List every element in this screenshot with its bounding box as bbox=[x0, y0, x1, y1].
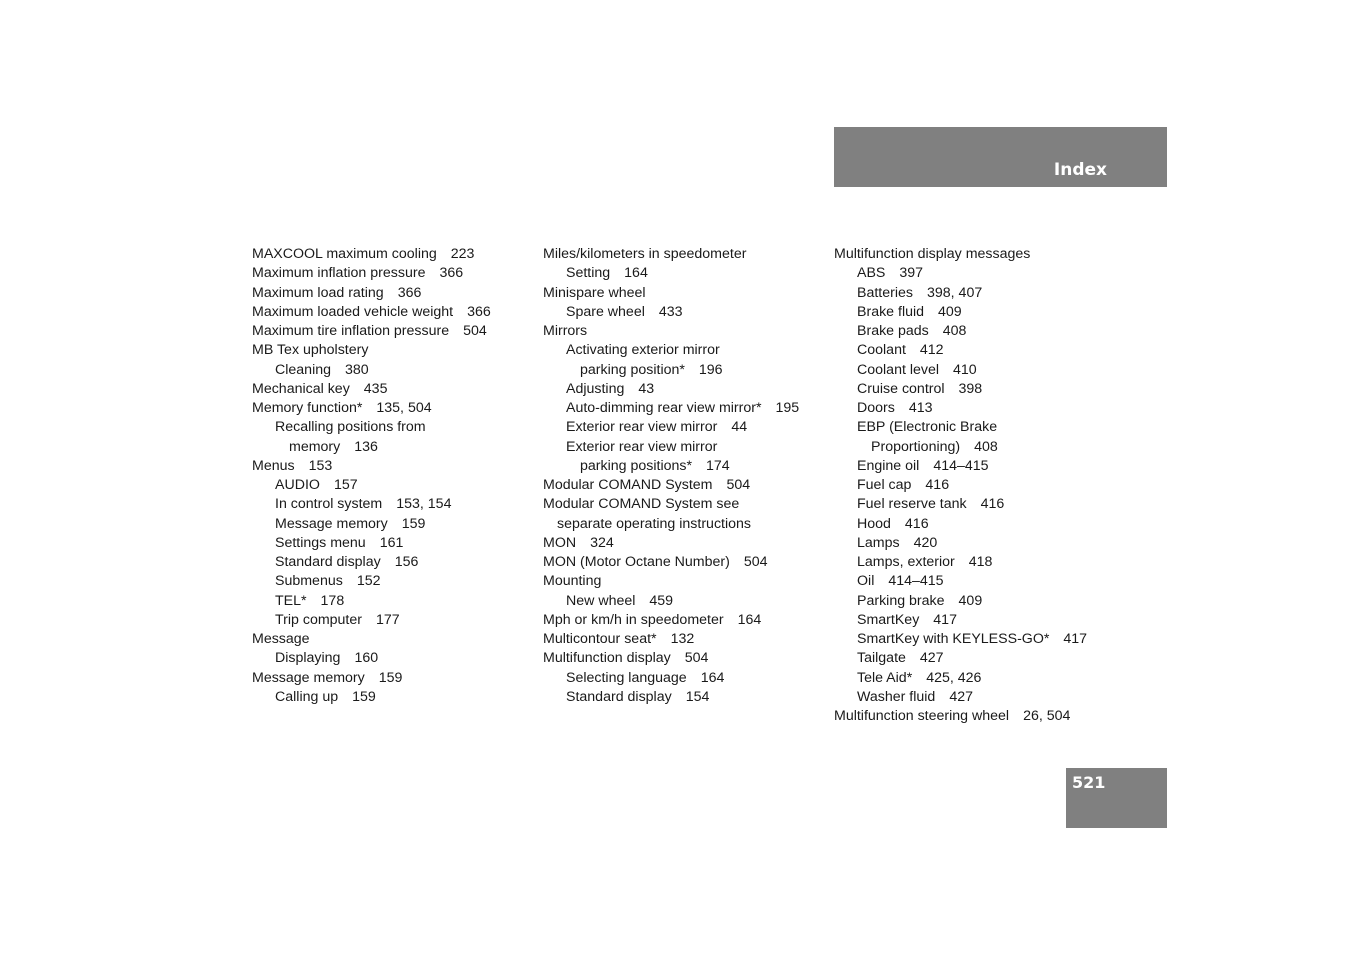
page-reference: 380 bbox=[345, 361, 369, 378]
index-term: Multifunction display bbox=[543, 650, 671, 667]
index-term: Mounting bbox=[543, 573, 602, 590]
index-entry bbox=[834, 303, 1087, 322]
index-term: Tele Aid* bbox=[857, 669, 913, 686]
index-term: Parking brake bbox=[857, 592, 945, 609]
index-term: Multicontour seat* bbox=[543, 631, 657, 647]
index-entry bbox=[252, 284, 491, 303]
page-number-tab bbox=[1066, 768, 1167, 828]
index-entry bbox=[834, 572, 1087, 591]
page-reference: 159 bbox=[378, 669, 403, 686]
index-term: separate operating instructions bbox=[557, 515, 752, 532]
index-entry bbox=[252, 245, 491, 264]
page-reference: 157 bbox=[333, 477, 358, 493]
page-reference: 504 bbox=[743, 554, 768, 570]
index-entry bbox=[834, 649, 1087, 668]
index-term: Multifunction steering wheel bbox=[834, 708, 1010, 724]
index-entry bbox=[834, 630, 1087, 649]
index-term: MON bbox=[543, 534, 577, 551]
page-reference: 177 bbox=[376, 611, 400, 628]
index-entry bbox=[252, 592, 491, 611]
page-reference: 427 bbox=[919, 650, 944, 667]
index-entry bbox=[543, 572, 799, 591]
index-entry bbox=[252, 572, 491, 591]
index-term: MB Tex upholstery bbox=[252, 342, 369, 359]
index-term: Brake pads bbox=[857, 323, 929, 339]
page-reference: 408 bbox=[942, 323, 967, 339]
page-reference: 398 bbox=[958, 380, 983, 397]
page-reference: 414–415 bbox=[888, 573, 944, 590]
page-reference: 416 bbox=[904, 515, 929, 532]
page-reference: 412 bbox=[919, 342, 944, 359]
index-entry bbox=[543, 322, 799, 341]
index-entry bbox=[252, 303, 491, 322]
index-entry bbox=[834, 534, 1087, 553]
page-reference: 427 bbox=[949, 688, 973, 705]
page-reference: 223 bbox=[450, 246, 475, 262]
index-entry bbox=[834, 611, 1087, 630]
page-reference: 417 bbox=[933, 611, 957, 628]
page-reference: 433 bbox=[658, 303, 683, 320]
index-term: Minispare wheel bbox=[543, 284, 646, 301]
index-entry bbox=[834, 457, 1087, 476]
index-term: Modular COMAND System see bbox=[543, 496, 740, 513]
page-reference: 417 bbox=[1063, 631, 1088, 647]
index-column-2 bbox=[543, 245, 799, 707]
index-column-1 bbox=[252, 245, 491, 707]
index-term: Miles/kilometers in speedometer bbox=[543, 246, 747, 262]
index-entry bbox=[252, 322, 491, 341]
index-term: AUDIO bbox=[275, 477, 320, 493]
index-term: parking position* bbox=[580, 361, 685, 378]
index-term: Coolant bbox=[857, 342, 906, 359]
index-term: Memory function* bbox=[252, 400, 363, 416]
page-reference: 409 bbox=[938, 303, 962, 320]
index-entry bbox=[252, 380, 491, 399]
index-term: Engine oil bbox=[857, 457, 920, 474]
index-term: Tailgate bbox=[857, 650, 906, 667]
index-entry bbox=[543, 264, 799, 283]
index-term: Proportioning) bbox=[871, 438, 961, 455]
section-title: Index bbox=[1053, 160, 1107, 180]
index-term: Displaying bbox=[275, 650, 341, 667]
page-reference: 152 bbox=[356, 573, 381, 590]
index-entry bbox=[834, 553, 1087, 572]
page-reference: 154 bbox=[685, 688, 710, 705]
index-term: Doors bbox=[857, 400, 895, 416]
index-term: EBP (Electronic Brake bbox=[857, 419, 998, 436]
index-term: Message bbox=[252, 631, 310, 647]
index-entry bbox=[543, 669, 799, 688]
index-entry bbox=[252, 341, 491, 360]
index-entry bbox=[252, 630, 491, 649]
index-entry bbox=[252, 476, 491, 495]
page-reference: 366 bbox=[397, 284, 422, 301]
index-term: Spare wheel bbox=[566, 303, 645, 320]
index-term: Lamps bbox=[857, 534, 900, 551]
page-reference: 153, 154 bbox=[396, 496, 452, 513]
index-entry bbox=[543, 399, 799, 418]
index-term: Adjusting bbox=[566, 380, 625, 397]
index-term: Menus bbox=[252, 457, 295, 474]
page-reference: 156 bbox=[394, 554, 419, 570]
index-term: parking positions* bbox=[580, 457, 692, 474]
index-term: TEL* bbox=[275, 592, 307, 609]
index-term: Oil bbox=[857, 573, 875, 590]
index-entry bbox=[252, 361, 491, 380]
index-term: Multifunction display messages bbox=[834, 246, 1031, 262]
index-entry bbox=[834, 515, 1087, 534]
index-term: In control system bbox=[275, 496, 383, 513]
index-term: Calling up bbox=[275, 688, 339, 705]
page-reference: 410 bbox=[953, 361, 977, 378]
page-reference: 409 bbox=[958, 592, 983, 609]
index-term: Mph or km/h in speedometer bbox=[543, 611, 724, 628]
index-term: Selecting language bbox=[566, 669, 687, 686]
index-entry bbox=[834, 264, 1087, 283]
index-entry bbox=[543, 303, 799, 322]
index-term: ABS bbox=[857, 265, 886, 282]
index-entry bbox=[543, 341, 799, 360]
index-term: Washer fluid bbox=[857, 688, 936, 705]
page-reference: 366 bbox=[467, 303, 491, 320]
page-reference: 159 bbox=[352, 688, 376, 705]
index-entry bbox=[543, 418, 799, 437]
index-entry bbox=[252, 418, 491, 437]
index-entry bbox=[543, 284, 799, 303]
index-entry bbox=[543, 361, 799, 380]
index-entry bbox=[252, 495, 491, 514]
index-term: Standard display bbox=[275, 554, 381, 570]
index-term: Batteries bbox=[857, 284, 913, 301]
page-reference: 160 bbox=[354, 650, 379, 667]
index-term: Hood bbox=[857, 515, 891, 532]
index-entry bbox=[834, 322, 1087, 341]
page-reference: 413 bbox=[908, 400, 933, 416]
index-entry bbox=[252, 649, 491, 668]
page-reference: 164 bbox=[700, 669, 725, 686]
index-entry bbox=[834, 592, 1087, 611]
index-term: MON (Motor Octane Number) bbox=[543, 554, 730, 570]
index-entry bbox=[252, 611, 491, 630]
index-entry bbox=[543, 245, 799, 264]
index-entry bbox=[543, 457, 799, 476]
page-reference: 196 bbox=[698, 361, 723, 378]
index-term: memory bbox=[289, 438, 341, 455]
index-entry bbox=[834, 380, 1087, 399]
index-term: Fuel cap bbox=[857, 477, 912, 493]
index-entry bbox=[834, 418, 1087, 437]
index-term: New wheel bbox=[566, 592, 636, 609]
index-entry bbox=[252, 438, 491, 457]
index-entry bbox=[834, 245, 1087, 264]
index-entry bbox=[834, 476, 1087, 495]
page-reference: 159 bbox=[401, 515, 426, 532]
index-entry bbox=[834, 361, 1087, 380]
page-reference: 397 bbox=[899, 265, 924, 282]
index-term: Activating exterior mirror bbox=[566, 342, 720, 359]
index-entry bbox=[252, 515, 491, 534]
index-term: Submenus bbox=[275, 573, 343, 590]
index-term: Brake fluid bbox=[857, 303, 925, 320]
index-entry bbox=[543, 553, 799, 572]
index-entry bbox=[834, 669, 1087, 688]
index-entry bbox=[252, 669, 491, 688]
index-term: Mechanical key bbox=[252, 380, 350, 397]
page-reference: 195 bbox=[775, 400, 800, 416]
index-entry bbox=[543, 688, 799, 707]
index-term: Cruise control bbox=[857, 380, 945, 397]
index-entry bbox=[252, 688, 491, 707]
page-reference: 435 bbox=[363, 380, 388, 397]
index-term: Message memory bbox=[252, 669, 365, 686]
index-entry bbox=[834, 438, 1087, 457]
page-reference: 174 bbox=[706, 457, 730, 474]
index-term: Maximum load rating bbox=[252, 284, 384, 301]
index-entry bbox=[834, 495, 1087, 514]
index-entry bbox=[834, 688, 1087, 707]
index-term: Cleaning bbox=[275, 361, 332, 378]
index-column-3 bbox=[834, 245, 1087, 726]
page-reference: 44 bbox=[731, 419, 748, 436]
index-term: Maximum tire inflation pressure bbox=[252, 323, 450, 339]
index-entry bbox=[834, 399, 1087, 418]
page-reference: 416 bbox=[980, 496, 1005, 513]
page-reference: 132 bbox=[670, 631, 695, 647]
index-term: Coolant level bbox=[857, 361, 940, 378]
index-entry bbox=[543, 495, 799, 514]
page-reference: 414–415 bbox=[933, 457, 989, 474]
index-term: Maximum inflation pressure bbox=[252, 265, 426, 282]
index-term: Modular COMAND System bbox=[543, 477, 713, 493]
index-entry bbox=[834, 341, 1087, 360]
index-entry bbox=[543, 534, 799, 553]
index-term: Settings menu bbox=[275, 534, 366, 551]
index-entry bbox=[834, 284, 1087, 303]
index-entry bbox=[543, 515, 799, 534]
index-term: SmartKey bbox=[857, 611, 920, 628]
index-term: Mirrors bbox=[543, 323, 588, 339]
index-term: Exterior rear view mirror bbox=[566, 419, 718, 436]
index-term: MAXCOOL maximum cooling bbox=[252, 246, 437, 262]
page-reference: 153 bbox=[308, 457, 333, 474]
index-term: Setting bbox=[566, 265, 611, 282]
page-reference: 366 bbox=[439, 265, 464, 282]
index-entry bbox=[543, 630, 799, 649]
page-reference: 420 bbox=[913, 534, 938, 551]
page-reference: 459 bbox=[649, 592, 674, 609]
page-reference: 43 bbox=[638, 380, 655, 397]
page-reference: 324 bbox=[590, 534, 614, 551]
index-entry bbox=[252, 264, 491, 283]
index-term: Maximum loaded vehicle weight bbox=[252, 303, 454, 320]
index-term: Fuel reserve tank bbox=[857, 496, 967, 513]
page-reference: 398, 407 bbox=[927, 284, 983, 301]
page-number: 521 bbox=[1072, 773, 1106, 792]
page-reference: 136 bbox=[354, 438, 378, 455]
page-reference: 408 bbox=[974, 438, 998, 455]
page-reference: 416 bbox=[925, 477, 950, 493]
page-reference: 164 bbox=[624, 265, 648, 282]
page-reference: 26, 504 bbox=[1023, 708, 1071, 724]
index-entry bbox=[834, 707, 1087, 726]
index-term: Auto-dimming rear view mirror* bbox=[566, 400, 762, 416]
index-entry bbox=[543, 592, 799, 611]
index-term: Trip computer bbox=[275, 611, 362, 628]
page-reference: 161 bbox=[379, 534, 404, 551]
index-entry bbox=[543, 611, 799, 630]
page-reference: 504 bbox=[463, 323, 487, 339]
page-reference: 504 bbox=[684, 650, 709, 667]
index-entry bbox=[543, 649, 799, 668]
page-reference: 164 bbox=[737, 611, 762, 628]
index-entry bbox=[543, 380, 799, 399]
page-reference: 425, 426 bbox=[926, 669, 982, 686]
index-term: Standard display bbox=[566, 688, 672, 705]
index-term: Message memory bbox=[275, 515, 388, 532]
index-entry bbox=[252, 534, 491, 553]
page-reference: 504 bbox=[726, 477, 751, 493]
index-term: Exterior rear view mirror bbox=[566, 438, 718, 455]
index-entry bbox=[252, 399, 491, 418]
index-entry bbox=[543, 438, 799, 457]
page-reference: 135, 504 bbox=[376, 400, 432, 416]
index-term: Recalling positions from bbox=[275, 419, 426, 436]
page-reference: 418 bbox=[968, 554, 993, 570]
index-entry bbox=[543, 476, 799, 495]
section-header-bar bbox=[834, 127, 1167, 187]
index-term: Lamps, exterior bbox=[857, 554, 955, 570]
page-reference: 178 bbox=[320, 592, 345, 609]
index-entry bbox=[252, 457, 491, 476]
index-entry bbox=[252, 553, 491, 572]
index-term: SmartKey with KEYLESS-GO* bbox=[857, 631, 1050, 647]
